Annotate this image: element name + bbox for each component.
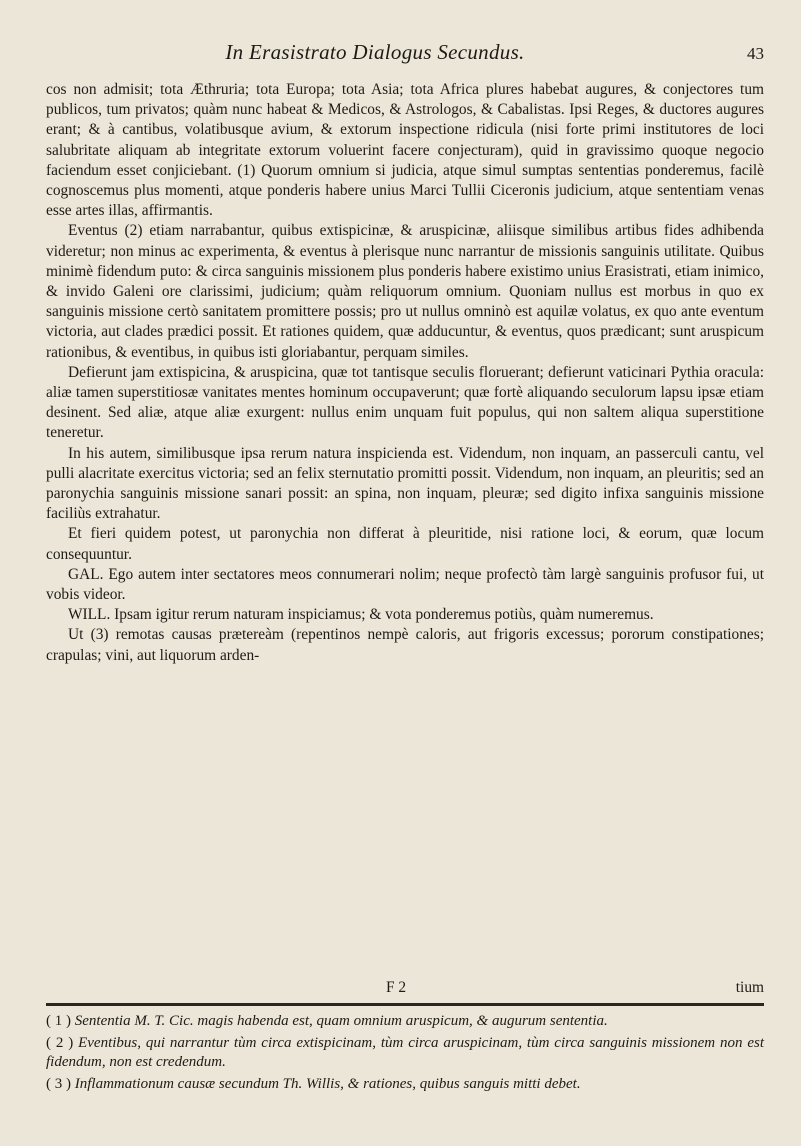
- paragraph: GAL. Ego autem inter sectatores meos connumerari nolim; neque profectò tàm largè sanguinis profusor fui, ut vobis videor.: [46, 565, 764, 604]
- paragraph: Eventus (2) etiam narrabantur, quibus extispicinæ, & aruspicinæ, aliisque similibus artibus fides adhibenda videretur; non minus ac experimenta, & eventus à plerisque nunc narrantur de missionis sanguinis utilitate. Quibus minimè fidendum puto: & circa sanguinis missionem plus ponderis habere existimo unius Erasistrati, etiam inimico, & invido Galeni ore clarissimi, judicium; quàm reliquorum omnium. Quoniam nullus est morbus in quo ex sanguinis missione certò sanitatem promittere possis; pro ut nullus omninò est aquilæ volatus, ex quo ante eventum victoria, aut clades prædici possit. Et rationes quidem, quæ adducuntur, & eventus, quos prædicant; sunt aruspicum rationibus, & eventibus, in quibus isti gloriabantur, perquam similes.: [46, 222, 764, 361]
- paragraph: Ut (3) remotas causas prætereàm (repentinos nempè caloris, aut frigoris excessus; pororum constipationes; crapulas; vini, aut liquorum arden-: [46, 626, 764, 664]
- catchword: tium: [735, 979, 764, 996]
- footnote: [46, 1012, 764, 1032]
- footnote-mark: ( 2 ): [46, 1034, 74, 1051]
- paragraph: Et fieri quidem potest, ut paronychia non differat à pleuritide, nisi ratione loci, & eorum, quæ locum consequuntur.: [46, 525, 764, 563]
- main-text: [46, 80, 764, 666]
- footnote-text: Sententia M. T. Cic. magis habenda est, quam omnium aruspicum, & augurum sententia.: [74, 1013, 608, 1029]
- footnote-mark: ( 1 ): [46, 1013, 71, 1029]
- catchline: [46, 979, 764, 999]
- running-head: In Erasistrato Dialogus Secundus.: [225, 40, 525, 64]
- page-number: 43: [747, 44, 764, 63]
- footnote-mark: ( 3 ): [46, 1075, 71, 1092]
- paragraph: cos non admisit; tota Æthruria; tota Europa; tota Asia; tota Africa plures habebat augures, & conjectores tum publicos, tum privatos; quàm nunc habeat & Medicos, & Astrologos, & Cabalistas. Ipsi Reges, & ductores augures erant; & à cantibus, volatibusque avium, & extorum inspectione ridicula (nisi forte primi institutores de loci salubritate aliquam ab integritate extorum voluerint facere conjecturam), quid in gravissimo quoque negocio faciendum esset conjiciebant. (1) Quorum omnium si judicia, atque simul sumptas sententias ponderemus, facilè cognoscemus plus momenti, atque ponderis habere unius Marci Tullii Ciceronis judicium, atque sententiam venas esse artes illas, affirmantis.: [46, 81, 764, 220]
- paragraph: In his autem, similibusque ipsa rerum natura inspicienda est. Videndum, non inquam, an passerculi cantu, vel pulli alacritate exercitus victoria; sed an felix sternutatio promitti possit. Videndum, non inquam, an pleuritis; sed an paronychia sanguinis missione sanari possit: an spina, non inquam, pleuræ; sed digito infixa sanguinis missione faciliùs extrahatur.: [46, 444, 764, 523]
- signature-mark: F 2: [386, 979, 407, 996]
- footnote: [46, 1034, 764, 1073]
- page-header: [46, 40, 764, 72]
- footnote-text: Inflammationum causæ secundum Th. Willis, & rationes, quibus sanguis mitti debet.: [74, 1075, 581, 1092]
- paragraph: WILL. Ipsam igitur rerum naturam inspiciamus; & vota ponderemus potiùs, quàm numeremus.: [68, 606, 654, 624]
- footnote-divider: [46, 1003, 764, 1006]
- footnote: [46, 1075, 764, 1095]
- paragraph: Defierunt jam extispicina, & aruspicina, quæ tot tantisque seculis floruerant; defierunt vaticinari Pythia oracula: aliæ tamen superstitiosæ vanitates mentes hominum occupaverunt; quæ fortè aliquando seculorum lapsu ipsæ etiam desinent. Sed aliæ, atque aliæ exurgent: nullus enim unquam fuit populus, qui non saltem aliqua superstitione teneretur.: [46, 363, 764, 442]
- book-page: [46, 0, 764, 1146]
- footnotes: [46, 1012, 764, 1096]
- footnote-text: Eventibus, qui narrantur tùm circa extispicinam, tùm circa aruspicinam, tùm circa sanguinis missionem non est fidendum, non est credendum.: [46, 1034, 765, 1070]
